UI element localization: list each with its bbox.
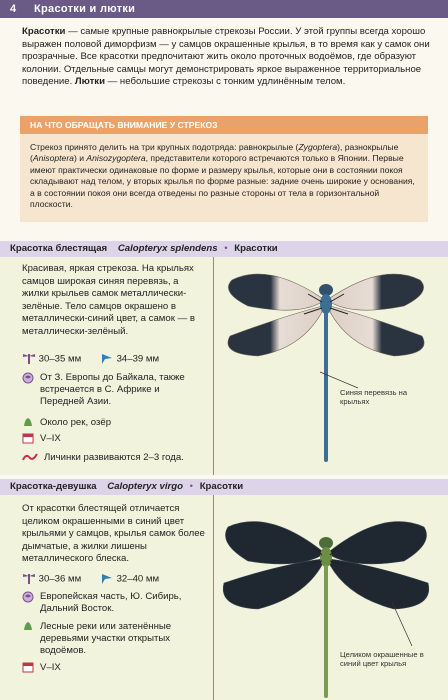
calendar-icon (22, 661, 34, 673)
calendar-icon (22, 432, 34, 444)
divider-line (213, 495, 214, 700)
page-number: 4 (10, 3, 17, 15)
dragonfly-length-icon (22, 573, 36, 585)
note-text-1: Стрекоз принято делить на три крупных подотряда: равнокрылые ( (30, 142, 299, 152)
species-2-latin: Calopteryx virgo (107, 481, 183, 492)
globe-icon (22, 591, 34, 603)
wingspan-icon (100, 353, 114, 365)
species-2-season: V–IX (40, 662, 61, 673)
species-2-length: 30–36 мм (38, 573, 82, 585)
dragonfly-splendens-illustration (218, 262, 444, 470)
note-anisoptera: Anisoptera (32, 153, 74, 164)
note-box (20, 134, 428, 222)
species-1-sizes (22, 353, 159, 366)
page-header (0, 0, 448, 18)
page-title: Красотки и лютки (34, 3, 136, 15)
species-1-larvae: Личинки развиваются 2–3 года. (44, 452, 184, 463)
species-1-callout: Синяя перевязь на крыльях (340, 388, 408, 406)
species-1-header (0, 241, 448, 257)
divider-line (213, 257, 214, 475)
species-1-season: V–IX (40, 433, 61, 444)
intro-text-1: — самые крупные равнокрылые стрекозы России. У этой группы всегда хорошо выражен половой диморфизм — у самцов окрашенные крылья, в то время как у самок они прозрачные. Все красотки предпочитают жить около проточных водоёмов, где образуют колонии. Отдельные самцы могут демонстрировать яркое выраженное территориальное поведение. (22, 26, 430, 88)
globe-icon (22, 372, 34, 384)
species-1-length: 30–35 мм (38, 353, 82, 365)
species-1-range: От З. Европы до Байкала, также встречается в С. Африке и Передней Азии. (40, 372, 185, 407)
species-2-wingspan: 32–40 мм (116, 573, 160, 585)
species-1-wingspan: 34–39 мм (116, 353, 160, 365)
separator-dot: • (189, 481, 194, 492)
species-2-description: От красотки блестящей отличается целиком окрашенными в синий цвет крыльями у самцов, крылья самок более дымчатые, а жилки лишены металлического блеска. (22, 503, 205, 565)
note-title: НА ЧТО ОБРАЩАТЬ ВНИМАНИЕ У СТРЕКОЗ (20, 116, 428, 134)
species-2-sizes (22, 573, 159, 586)
wingspan-icon (100, 573, 114, 585)
habitat-icon (22, 620, 34, 632)
intro-term-lyutki: Лютки (74, 76, 105, 88)
note-anisozygoptera: Anisozygoptera (86, 153, 146, 164)
larva-icon (22, 452, 38, 462)
species-1-habitat: Около рек, озёр (40, 417, 112, 428)
species-2-habitat: Лесные реки или затенённые деревьями участки открытых водоёмов. (40, 621, 172, 656)
intro-term-krasotki: Красотки (22, 26, 66, 37)
callout-line (318, 370, 362, 390)
species-1-latin: Calopteryx splendens (117, 243, 218, 254)
note-text-3: ) и (73, 153, 87, 164)
dragonfly-length-icon (22, 353, 36, 365)
note-text-4: , представители которого встречаются только в Японии. Первые имеют практически одинаковые по форме и размеру крылья, которые они в состоянии покоя складывают над телом, у вторых крылья по форме разные: задние очень широкие у основания, а в состоянии покоя они всегда отведены по разные стороны от тела в горизонтальной плоскости. (30, 153, 415, 210)
callout-line (388, 600, 418, 650)
species-1-description: Красивая, яркая стрекоза. На крыльях самцов широкая синяя перевязь, а жилки крыльев самок металлически-зелёные. Тело самцов окрашено в металлически-синий цвет, а самок — в металлически-зелёный. (22, 263, 195, 337)
species-2-header (0, 479, 448, 495)
species-1-name: Красотка блестящая (10, 243, 108, 254)
separator-dot: • (224, 243, 228, 254)
species-2-family: Красотки (199, 481, 244, 492)
species-2-range: Европейская часть, Ю. Сибирь, Дальний Восток. (40, 591, 182, 614)
species-2-callout: Целиком окрашенные в синий цвет крылья (340, 650, 424, 668)
species-2-name: Красотка-девушка (10, 481, 97, 492)
note-text-2: ), разнокрылые ( (30, 142, 399, 164)
intro-text-2: — небольшие стрекозы с тонким удлинённым телом. (105, 76, 346, 88)
intro-paragraph (22, 26, 430, 89)
note-zygoptera: Zygoptera (298, 142, 338, 152)
species-1-family: Красотки (234, 243, 278, 254)
habitat-icon (22, 416, 34, 428)
